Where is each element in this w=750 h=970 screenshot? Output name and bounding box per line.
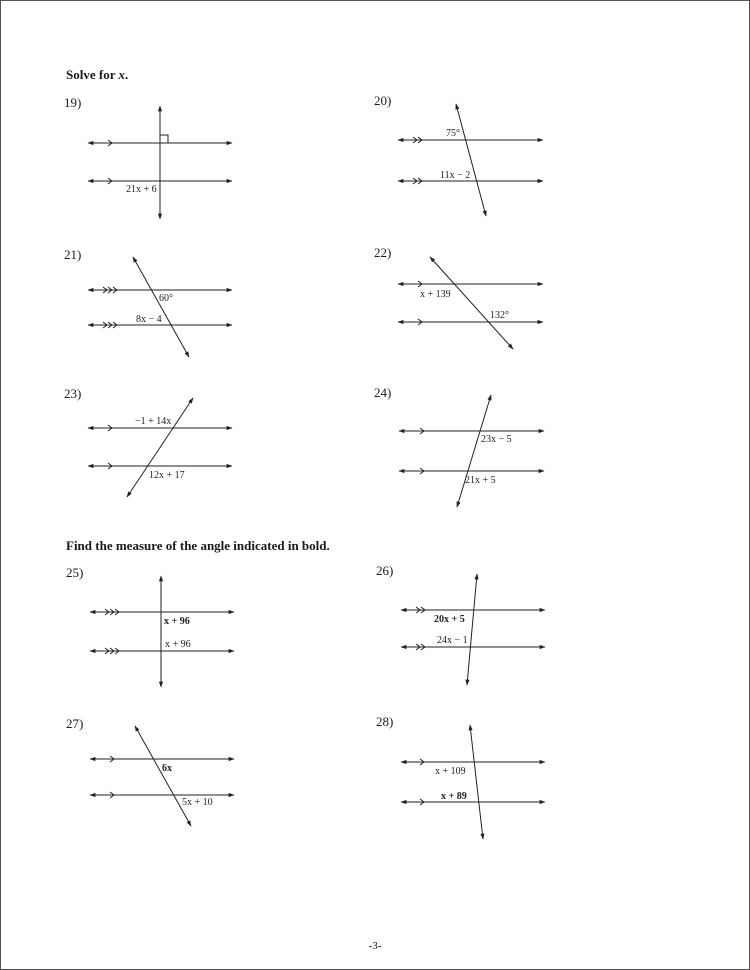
transversal-line: [470, 725, 483, 839]
angle-label: 5x + 10: [182, 797, 213, 808]
angle-label: x + 139: [420, 289, 451, 300]
page-number: -3-: [368, 940, 382, 952]
transversal-line: [127, 398, 193, 497]
angle-label: 23x − 5: [481, 434, 512, 445]
problem-number-25: 25): [66, 565, 84, 580]
diagram-28: [401, 725, 545, 839]
problem-number-23: 23): [64, 386, 82, 401]
problem-number-26: 26): [376, 563, 394, 578]
bold-angle-label: x + 96: [164, 616, 190, 627]
diagram-27: [90, 726, 234, 826]
bold-angle-label: 6x: [162, 763, 172, 774]
heading-suffix: .: [124, 67, 129, 82]
problem-number-20: 20): [374, 93, 392, 108]
angle-label: 75°: [446, 128, 460, 139]
diagram-26: [401, 574, 545, 685]
transversal-line: [430, 257, 513, 349]
problem-number-28: 28): [376, 714, 394, 729]
transversal-line: [467, 574, 477, 685]
angle-label: 21x + 6: [126, 184, 157, 195]
angle-label: 11x − 2: [440, 170, 471, 181]
diagram-24: [399, 395, 544, 507]
angle-label: x + 96: [165, 639, 191, 650]
transversal-line: [133, 257, 189, 357]
find-angle-heading: Find the measure of the angle indicated in bold.: [66, 538, 330, 553]
diagram-25: [90, 576, 234, 687]
problem-number-27: 27): [66, 716, 84, 731]
transversal-line: [135, 726, 191, 826]
transversal-line: [457, 395, 491, 507]
problem-number-22: 22): [374, 245, 392, 260]
heading-variable: x: [118, 67, 125, 82]
angle-label: x + 109: [435, 766, 466, 777]
heading-prefix: Solve for: [66, 67, 119, 82]
diagram-19: [88, 106, 232, 219]
angle-label: 132°: [490, 310, 509, 321]
angle-label: 8x − 4: [136, 314, 162, 325]
transversal-line: [456, 104, 486, 216]
angle-label: 60°: [159, 293, 173, 304]
angle-label: 12x + 17: [149, 470, 185, 481]
problem-number-19: 19): [64, 95, 82, 110]
diagram-20: [398, 104, 543, 216]
angle-label: −1 + 14x: [135, 416, 172, 427]
problem-number-21: 21): [64, 247, 82, 262]
diagram-21: [88, 257, 232, 357]
diagram-23: [88, 398, 232, 497]
angle-label: 24x − 1: [437, 635, 468, 646]
bold-angle-label: 20x + 5: [434, 614, 465, 625]
problem-number-24: 24): [374, 385, 392, 400]
diagram-22: [398, 257, 543, 349]
angle-label: 21x + 5: [465, 475, 496, 486]
right-angle-mark: [160, 135, 168, 143]
bold-angle-label: x + 89: [441, 791, 467, 802]
